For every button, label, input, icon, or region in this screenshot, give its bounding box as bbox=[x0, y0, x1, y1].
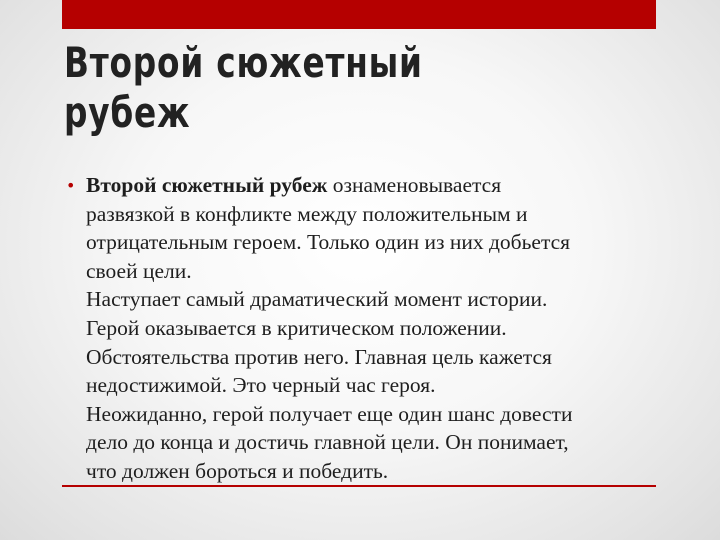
body-line: Неожиданно, герой получает еще один шанс довести bbox=[86, 401, 573, 426]
title-line-2: рубеж bbox=[64, 88, 191, 137]
body-line-1 bbox=[86, 171, 678, 200]
body-line: что должен бороться и победить. bbox=[86, 458, 389, 483]
bullet-icon: • bbox=[66, 176, 76, 195]
slide-title bbox=[64, 38, 501, 138]
body-text bbox=[86, 171, 678, 486]
body-line: дело до конца и достичь главной цели. Он понимает, bbox=[86, 430, 569, 455]
body-line: недостижимой. Это черный час героя. bbox=[86, 373, 436, 398]
slide-body bbox=[66, 171, 678, 486]
body-line: Обстоятельства против него. Главная цель кажется bbox=[86, 344, 552, 369]
body-line: Наступает самый драматический момент истории. bbox=[86, 287, 548, 312]
body-bold-lead: Второй сюжетный рубеж bbox=[86, 173, 328, 197]
bottom-accent-rule bbox=[62, 485, 656, 487]
body-line: своей цели. bbox=[86, 258, 192, 283]
top-accent-bar bbox=[62, 0, 656, 29]
body-line: развязкой в конфликте между положительным и bbox=[86, 201, 528, 226]
body-line: отрицательным героем. Только один из них добьется bbox=[86, 230, 571, 255]
body-line: Герой оказывается в критическом положении. bbox=[86, 315, 507, 340]
body-line-1-rest: ознаменовывается bbox=[327, 173, 502, 197]
title-line-1: Второй сюжетный bbox=[64, 38, 423, 87]
